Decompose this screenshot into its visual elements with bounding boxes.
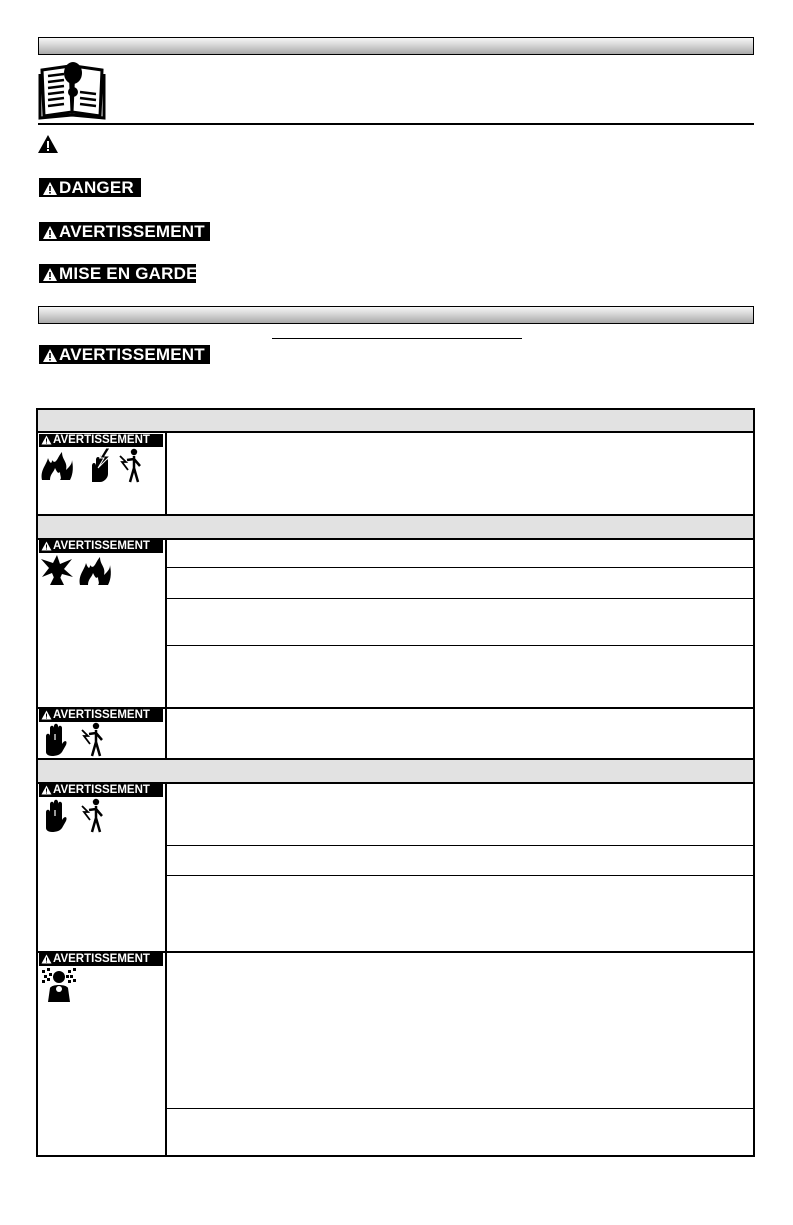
alert-triangle-icon — [42, 181, 58, 196]
table-section-header — [38, 760, 753, 782]
hand-stop-icon — [42, 798, 68, 837]
alert-triangle-icon — [41, 785, 52, 795]
electric-shock-icon — [80, 722, 106, 763]
caution-label: MISE EN GARDE — [59, 264, 198, 283]
warning-signal-panel — [39, 222, 210, 241]
electric-shock-icon — [118, 448, 144, 489]
table-section-header — [38, 516, 753, 538]
table-row-divider — [166, 875, 753, 876]
table-row-divider — [38, 514, 753, 516]
electric-shock-icon — [80, 798, 106, 839]
table-row-divider — [38, 431, 753, 433]
alert-triangle-icon — [42, 348, 58, 363]
table-row-divider — [166, 845, 753, 846]
electric-shock-icon — [86, 448, 116, 489]
alert-triangle-icon — [41, 435, 52, 445]
table-warning-label: AVERTISSEMENT — [39, 784, 163, 797]
alert-triangle-icon — [42, 225, 58, 240]
alert-triangle-icon — [41, 710, 52, 720]
table-column-divider — [165, 432, 167, 514]
table-column-divider — [165, 783, 167, 1155]
table-warning-label: AVERTISSEMENT — [39, 709, 163, 722]
alert-triangle-icon — [41, 954, 52, 964]
section-header-bar — [38, 37, 754, 55]
table-row-divider — [166, 598, 753, 599]
alert-triangle-icon — [37, 134, 59, 159]
table-row-divider — [166, 645, 753, 646]
table-row-divider — [38, 758, 753, 760]
respirator-icon — [42, 968, 76, 1007]
table-section-header — [38, 410, 753, 431]
danger-label: DANGER — [59, 178, 134, 197]
underline-rule — [272, 338, 522, 339]
fire-icon — [78, 555, 112, 592]
table-row-divider — [166, 567, 753, 568]
warning-label: AVERTISSEMENT — [59, 222, 205, 241]
fire-icon — [40, 450, 74, 487]
table-warning-label: AVERTISSEMENT — [39, 953, 163, 966]
explosion-icon — [40, 555, 74, 592]
section-divider — [38, 123, 754, 125]
danger-signal-panel — [39, 178, 141, 197]
table-row-divider — [166, 1108, 753, 1109]
alert-triangle-icon — [41, 541, 52, 551]
warning-signal-panel — [39, 345, 210, 364]
table-warning-label: AVERTISSEMENT — [39, 434, 163, 447]
table-column-divider — [165, 539, 167, 759]
warning-label: AVERTISSEMENT — [59, 345, 205, 364]
read-manual-icon — [38, 60, 106, 120]
alert-triangle-icon — [42, 267, 58, 282]
section-header-bar — [38, 306, 754, 324]
caution-signal-panel — [39, 264, 196, 283]
hand-stop-icon — [42, 722, 68, 761]
table-warning-label: AVERTISSEMENT — [39, 540, 163, 553]
